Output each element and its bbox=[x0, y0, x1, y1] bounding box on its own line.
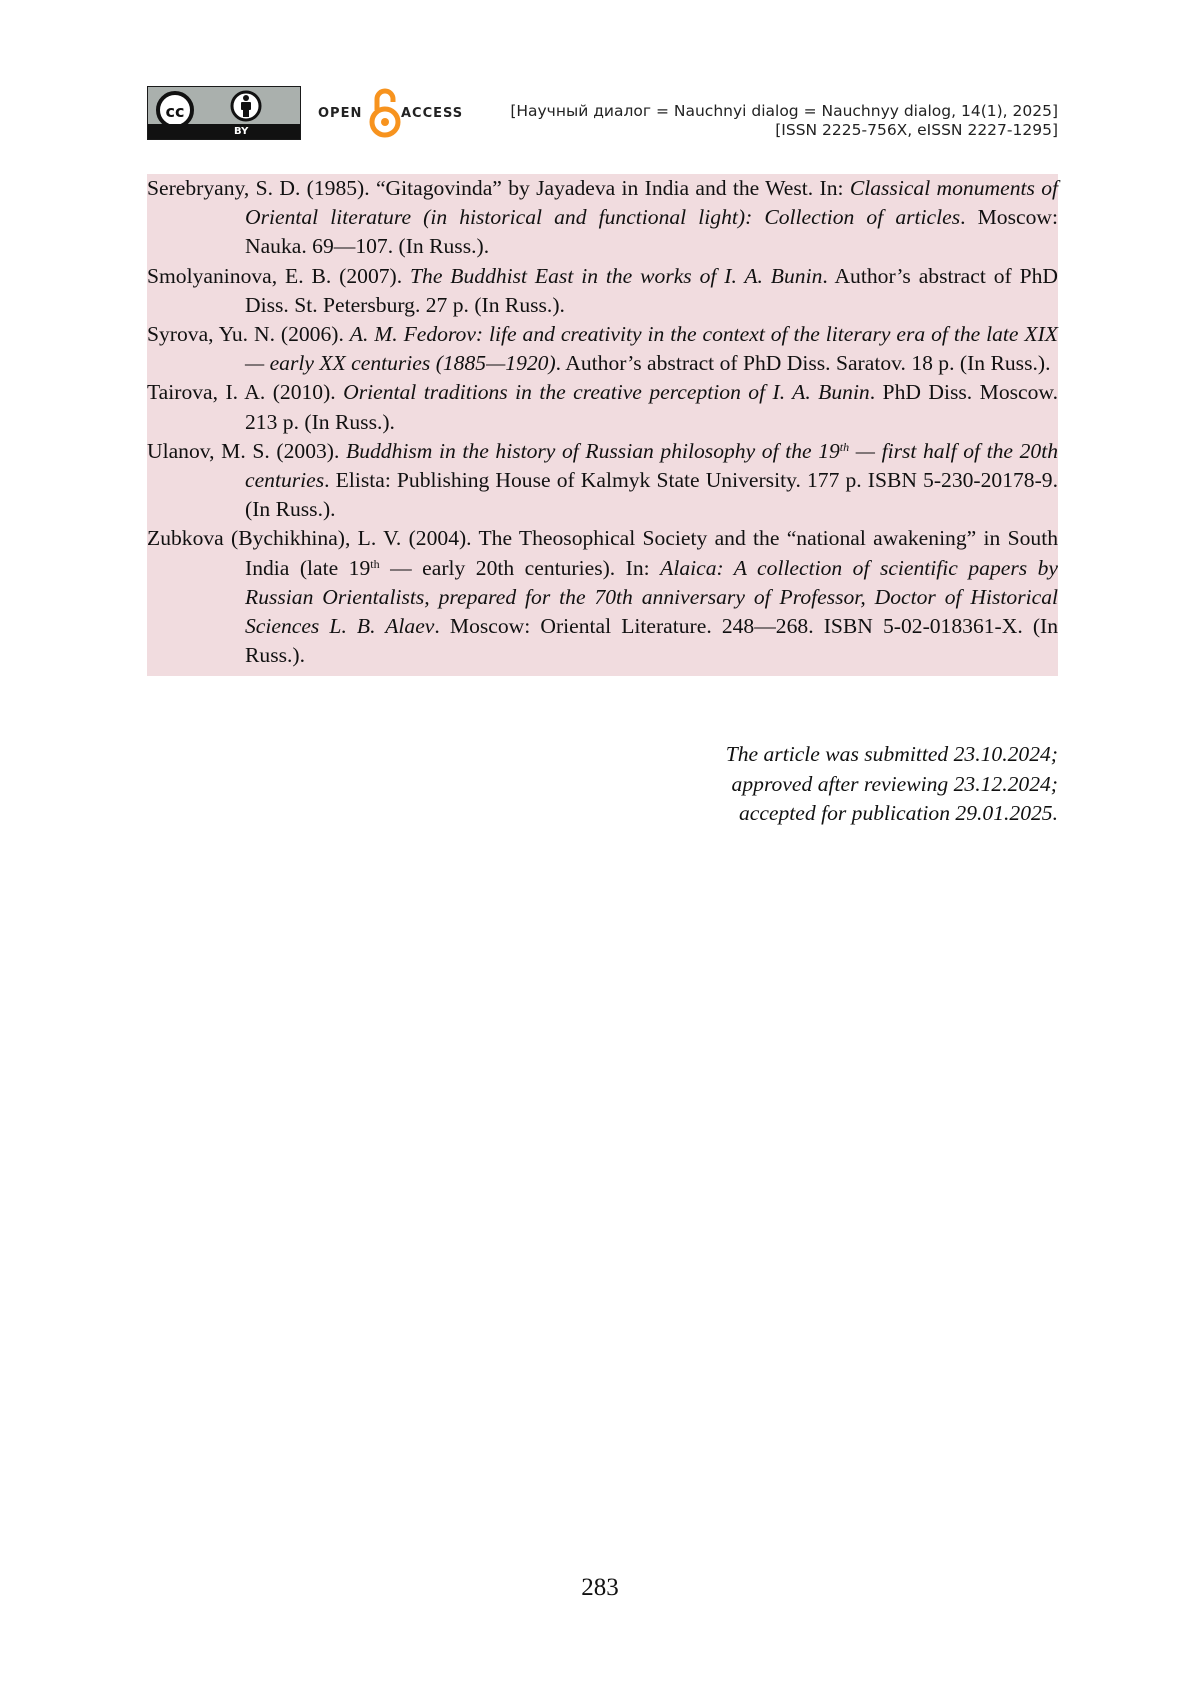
page-header bbox=[147, 86, 1058, 142]
reference-lead: — early 20th centuries). In: bbox=[379, 555, 661, 580]
journal-info bbox=[510, 102, 1058, 140]
journal-issn: [ISSN 2225-756X, eISSN 2227-1295] bbox=[775, 121, 1058, 139]
submission-note bbox=[726, 740, 1058, 829]
reference-tail: . Moscow: Nauka. 69—107. (In Russ.). bbox=[245, 205, 1058, 259]
reference-lead: Smolyaninova, E. B. (2007). bbox=[147, 263, 411, 288]
references-list bbox=[147, 174, 1058, 676]
reference-item bbox=[147, 437, 1058, 525]
reference-title: Oriental traditions in the creative perception of I. A. Bunin bbox=[343, 380, 870, 405]
submitted-date: The article was submitted 23.10.2024; bbox=[725, 742, 1058, 766]
reference-tail: . Moscow: Oriental Literature. 248—268. ISBN 5-02-018361-X. (In Russ.). bbox=[245, 614, 1058, 668]
journal-citation: [Научный диалог = Nauchnyi dialog = Nauchnyy dialog, 14(1), 2025] bbox=[510, 102, 1058, 120]
cc-by-license-badge[interactable] bbox=[147, 86, 301, 140]
reference-item bbox=[147, 262, 1058, 320]
page-number: 283 bbox=[581, 1574, 619, 1601]
reference-lead: Syrova, Yu. N. (2006). bbox=[147, 322, 350, 347]
cc-icon bbox=[148, 87, 302, 127]
reference-title-part: Buddhism in the history of Russian philosophy of the 19 bbox=[346, 438, 840, 463]
open-access-logo[interactable] bbox=[318, 86, 468, 140]
accepted-date: accepted for publication 29.01.2025. bbox=[738, 801, 1058, 825]
reference-title: The Buddhist East in the works of I. A. Bunin bbox=[410, 263, 823, 288]
svg-text:cc: cc bbox=[165, 102, 185, 121]
reference-lead: Ulanov, M. S. (2003). bbox=[147, 438, 346, 463]
open-label: OPEN bbox=[318, 106, 363, 121]
reference-title: Alaica: A collection of scientific papers by Russian Orientalists, prepared for the 70th anniversary of Professor, Doctor of Historical Sciences L. B. Alaev bbox=[245, 555, 1059, 639]
reference-tail: . Author’s abstract of PhD Diss. Saratov. 18 p. (In Russ.). bbox=[555, 351, 1051, 376]
reference-item bbox=[147, 174, 1058, 262]
reference-tail: . Author’s abstract of PhD Diss. St. Petersburg. 27 p. (In Russ.). bbox=[245, 263, 1058, 317]
by-label: BY bbox=[234, 126, 249, 137]
reference-title: A. M. Fedorov: life and creativity in the context of the literary era of the late XIX — early XX centuries (1885—1920) bbox=[245, 322, 1058, 376]
reference-lead: Tairova, I. A. (2010). bbox=[147, 380, 344, 405]
superscript: th bbox=[370, 556, 380, 571]
reference-title: Classical monuments of Oriental literature (in historical and functional light): Collection of articles bbox=[245, 176, 1059, 230]
access-label: ACCESS bbox=[401, 106, 464, 121]
reference-item bbox=[147, 524, 1058, 670]
reference-title-part: — first half of the 20th centuries bbox=[245, 438, 1058, 493]
by-strip bbox=[148, 124, 300, 139]
open-access-lock-icon bbox=[368, 86, 402, 140]
approved-date: approved after reviewing 23.12.2024; bbox=[731, 771, 1058, 796]
reference-tail: . Elista: Publishing House of Kalmyk State University. 177 p. ISBN 5-230-20178-9. (In Russ.). bbox=[245, 468, 1058, 522]
reference-tail: . PhD Diss. Moscow. 213 p. (In Russ.). bbox=[245, 380, 1058, 434]
reference-lead: Serebryany, S. D. (1985). “Gitagovinda” by Jayadeva in India and the West. In: bbox=[147, 176, 850, 200]
attribution-person-icon bbox=[232, 92, 260, 120]
reference-item bbox=[147, 378, 1058, 436]
reference-lead: Zubkova (Bychikhina), L. V. (2004). The Theosophical Society and the “national awakening” in South India (late 19 bbox=[147, 526, 1058, 580]
superscript: th bbox=[839, 439, 850, 454]
reference-item bbox=[147, 320, 1058, 378]
